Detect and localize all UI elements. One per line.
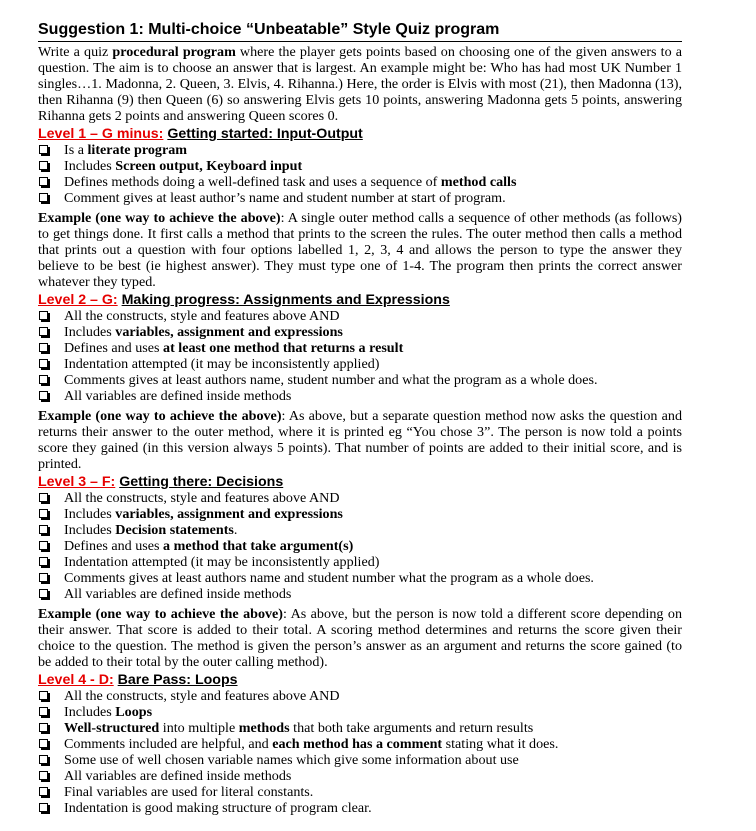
levels-container xyxy=(38,126,682,816)
checklist-item xyxy=(38,720,682,736)
bold-text: literate program xyxy=(87,142,188,158)
bold-text: Screen output, Keyboard input xyxy=(115,158,303,174)
checkbox-icon xyxy=(39,161,48,170)
bold-text: Well-structured xyxy=(64,720,160,736)
text-run: Indentation is good making structure of program clear. xyxy=(64,800,372,816)
criteria-checklist xyxy=(38,490,682,602)
checklist-item xyxy=(38,784,682,800)
level-tag: Level 2 – G: xyxy=(38,292,118,308)
text-run: Indentation attempted (it may be inconsistently applied) xyxy=(64,554,380,570)
text-run: Final variables are used for literal constants. xyxy=(64,784,314,800)
level-heading xyxy=(38,672,682,688)
checklist-item xyxy=(38,704,682,720)
bold-text: Example (one way to achieve the above) xyxy=(38,210,281,226)
checkbox-icon xyxy=(39,589,48,598)
checklist-item xyxy=(38,768,682,784)
checklist-item xyxy=(38,158,682,174)
checkbox-icon xyxy=(39,691,48,700)
checkbox-icon xyxy=(39,509,48,518)
bold-text: at least one method that returns a result xyxy=(163,340,404,356)
bold-text: method calls xyxy=(440,174,517,190)
checklist-item xyxy=(38,800,682,816)
text-run: Includes xyxy=(64,522,116,538)
document-page xyxy=(38,20,682,816)
checklist-item xyxy=(38,190,682,206)
text-run: where the player gets points based on choosing one of the given answers to a question. The aim is to choose an answer that is largest. An example might be: Who has had most UK Number 1 singles…1. Madonna, 2. Queen, 3. Elvis, 4. Rihanna.) Here, the order is Elvis with most (21), then Madonna (13), then Rihanna (9) then Queen (6) so answering Elvis gets 10 points, answering Madonna gets 5 points, answering Rihanna gets 2 points and answering Queen scores 0. xyxy=(38,44,682,124)
checkbox-icon xyxy=(39,359,48,368)
text-run: Defines and uses xyxy=(64,538,164,554)
text-run: Defines and uses xyxy=(64,340,164,356)
level-name: Making progress: Assignments and Expressions xyxy=(121,292,450,308)
level-heading xyxy=(38,474,682,490)
text-run: : A single outer method calls a sequence of other methods (as follows) to get things done. It first calls a method that prints to the screen the rules. The outer method then calls a method that prints out a question with four options labelled 1, 2, 3, 4 and allows the person to type the answer they believe to be best (ie highest answer). They must type one of 1-4. The program then prints the correct answer whatever they typed. xyxy=(38,210,683,290)
checkbox-icon xyxy=(39,193,48,202)
checkbox-icon xyxy=(39,707,48,716)
checkbox-icon xyxy=(39,739,48,748)
bold-text: Loops xyxy=(115,704,153,720)
checklist-item xyxy=(38,538,682,554)
checkbox-icon xyxy=(39,391,48,400)
checkbox-icon xyxy=(39,327,48,336)
checkbox-icon xyxy=(39,525,48,534)
checkbox-icon xyxy=(39,311,48,320)
text-run: Comments gives at least authors name, student number and what the program as a whole does. xyxy=(64,372,598,388)
checklist-item xyxy=(38,372,682,388)
text-run: Defines methods doing a well-defined task and uses a sequence of xyxy=(64,174,441,190)
bold-text: methods xyxy=(238,720,290,736)
bold-text: each method has a comment xyxy=(272,736,443,752)
text-run: that both take arguments and return results xyxy=(289,720,534,736)
checkbox-icon xyxy=(39,177,48,186)
checklist-item xyxy=(38,356,682,372)
checklist-item xyxy=(38,490,682,506)
example-paragraph xyxy=(38,606,682,670)
checkbox-icon xyxy=(39,375,48,384)
checklist-item xyxy=(38,570,682,586)
example-paragraph xyxy=(38,210,682,290)
checklist-item xyxy=(38,324,682,340)
checkbox-icon xyxy=(39,573,48,582)
text-run: All the constructs, style and features above AND xyxy=(64,308,340,324)
checkbox-icon xyxy=(39,771,48,780)
checkbox-icon xyxy=(39,557,48,566)
checklist-item xyxy=(38,736,682,752)
checklist-item xyxy=(38,308,682,324)
level-name: Getting started: Input-Output xyxy=(167,126,363,142)
checkbox-icon xyxy=(39,787,48,796)
text-run: All the constructs, style and features above AND xyxy=(64,688,340,704)
text-run: Includes xyxy=(64,506,116,522)
checklist-item xyxy=(38,506,682,522)
bold-text: variables, assignment and expressions xyxy=(115,324,343,340)
level-tag: Level 3 – F: xyxy=(38,474,116,490)
level-heading xyxy=(38,126,682,142)
checklist-item xyxy=(38,586,682,602)
text-run: Indentation attempted (it may be inconsistently applied) xyxy=(64,356,380,372)
document-title: Suggestion 1: Multi-choice “Unbeatable” Style Quiz program xyxy=(38,20,682,42)
text-run: Some use of well chosen variable names which give some information about use xyxy=(64,752,519,768)
level-tag: Level 4 - D: xyxy=(38,672,114,688)
level-tag: Level 1 – G minus: xyxy=(38,126,164,142)
checklist-item xyxy=(38,388,682,404)
bold-text: Example (one way to achieve the above) xyxy=(38,606,283,622)
text-run: stating what it does. xyxy=(442,736,559,752)
text-run: : As above, but the person is now told a different score depending on their answer. That score is added to their total. A scoring method determines and returns the score given their choice to the question. The method is given the person’s answer as an argument and returns the score gained (to be added to their total by the outer calling method). xyxy=(38,606,683,670)
text-run: Includes xyxy=(64,324,116,340)
text-run: into multiple xyxy=(159,720,239,736)
text-run: Comment gives at least author’s name and student number at start of program. xyxy=(64,190,506,206)
checklist-item xyxy=(38,688,682,704)
checkbox-icon xyxy=(39,145,48,154)
level-name: Getting there: Decisions xyxy=(119,474,284,490)
text-run: Includes xyxy=(64,704,116,720)
bold-text: procedural program xyxy=(112,44,236,60)
checkbox-icon xyxy=(39,343,48,352)
bold-text: a method that take argument(s) xyxy=(163,538,354,554)
example-paragraph xyxy=(38,408,682,472)
bold-text: Example (one way to achieve the above) xyxy=(38,408,282,424)
level-heading xyxy=(38,292,682,308)
checkbox-icon xyxy=(39,723,48,732)
checkbox-icon xyxy=(39,493,48,502)
bold-text: Decision statements xyxy=(115,522,234,538)
text-run: All the constructs, style and features above AND xyxy=(64,490,340,506)
text-run: . xyxy=(233,522,238,538)
checklist-item xyxy=(38,752,682,768)
text-run: Comments included are helpful, and xyxy=(64,736,273,752)
criteria-checklist xyxy=(38,142,682,206)
bold-text: variables, assignment and expressions xyxy=(115,506,343,522)
checkbox-icon xyxy=(39,755,48,764)
text-run: All variables are defined inside methods xyxy=(64,768,292,784)
checkbox-icon xyxy=(39,803,48,812)
checklist-item xyxy=(38,522,682,538)
text-run: Is a xyxy=(64,142,88,158)
intro-paragraph xyxy=(38,44,682,124)
checklist-item xyxy=(38,174,682,190)
checklist-item xyxy=(38,554,682,570)
text-run: Write a quiz xyxy=(38,44,113,60)
checkbox-icon xyxy=(39,541,48,550)
checklist-item xyxy=(38,142,682,158)
text-run: Comments gives at least authors name and student number what the program as a whole does. xyxy=(64,570,594,586)
text-run: All variables are defined inside methods xyxy=(64,586,292,602)
level-name: Bare Pass: Loops xyxy=(117,672,238,688)
text-run: : As above, but a separate question method now asks the question and returns their answer to the outer method, where it is printed eg “You chose 3”. The person is now told a points score they gained (in this version always 5 points). That number of points are added to their initial score, and is printed. xyxy=(38,408,682,472)
criteria-checklist xyxy=(38,308,682,404)
checklist-item xyxy=(38,340,682,356)
criteria-checklist xyxy=(38,688,682,816)
text-run: All variables are defined inside methods xyxy=(64,388,292,404)
text-run: Includes xyxy=(64,158,116,174)
